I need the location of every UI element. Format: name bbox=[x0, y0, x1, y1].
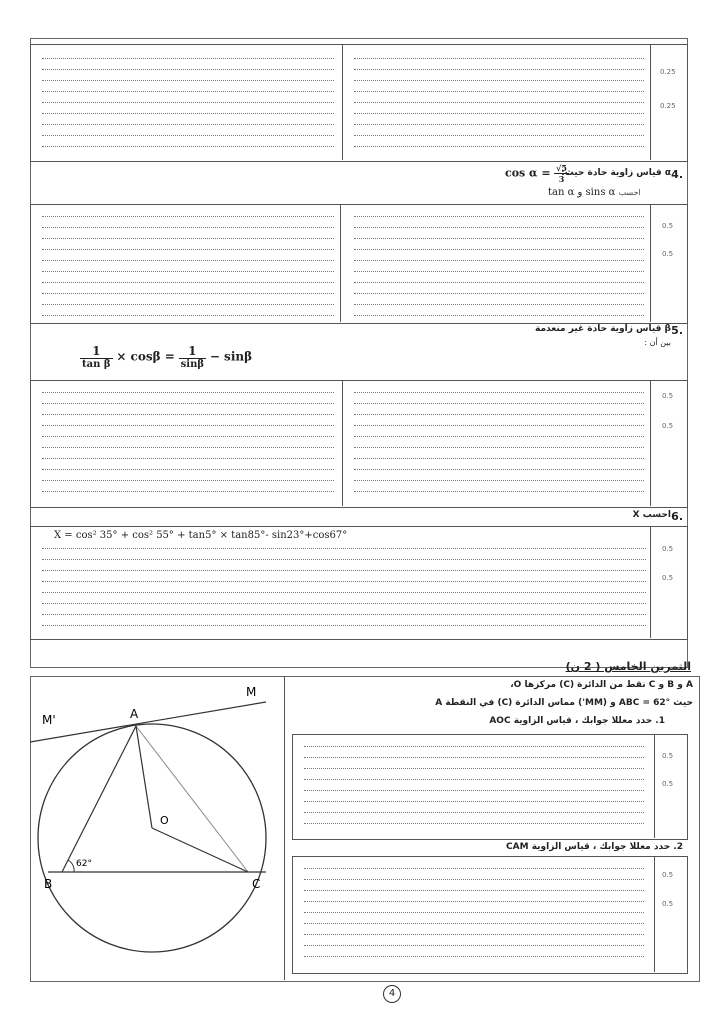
answer-line bbox=[304, 823, 644, 824]
answer-line bbox=[42, 425, 334, 426]
answer-line bbox=[42, 227, 334, 228]
q4-number: .4 bbox=[671, 168, 683, 181]
score: 0.5 bbox=[662, 422, 674, 430]
answer-line bbox=[42, 559, 646, 560]
answer-line bbox=[42, 414, 334, 415]
ex5-q2: 2. حدد معللا جوابك ، قياس الزاوية CAM bbox=[506, 842, 683, 852]
segment-ao bbox=[136, 726, 152, 828]
label-c: C bbox=[252, 877, 261, 891]
answer-line bbox=[42, 282, 334, 283]
answer-line bbox=[304, 934, 644, 935]
answer-line bbox=[42, 315, 334, 316]
answer-line bbox=[42, 91, 334, 92]
answer-line bbox=[354, 249, 644, 250]
answer-line bbox=[304, 890, 644, 891]
answer-line bbox=[42, 447, 334, 448]
answer-line bbox=[354, 91, 644, 92]
answer-box-q4 bbox=[30, 204, 688, 324]
q4-subline: tan α و sins α احسب bbox=[548, 187, 641, 198]
answer-line bbox=[354, 491, 644, 492]
answer-line bbox=[354, 458, 644, 459]
answer-line bbox=[42, 271, 334, 272]
answer-line bbox=[42, 458, 334, 459]
answer-line bbox=[42, 625, 646, 626]
answer-line bbox=[354, 69, 644, 70]
answer-line bbox=[354, 271, 644, 272]
answer-line bbox=[42, 570, 646, 571]
q5-sub: بين أن : bbox=[644, 338, 671, 347]
answer-line bbox=[304, 879, 644, 880]
segment-ac bbox=[136, 726, 248, 872]
answer-line bbox=[42, 469, 334, 470]
q6-statement: احسب X bbox=[632, 510, 671, 520]
answer-line bbox=[42, 58, 334, 59]
answer-line bbox=[42, 592, 646, 593]
answer-line bbox=[354, 80, 644, 81]
answer-line bbox=[354, 304, 644, 305]
segment-ab bbox=[62, 726, 136, 872]
page-number: 4 bbox=[383, 985, 401, 1003]
angle-arc bbox=[68, 860, 74, 872]
answer-line bbox=[42, 124, 334, 125]
answer-line bbox=[304, 945, 644, 946]
answer-line bbox=[42, 69, 334, 70]
answer-line bbox=[354, 260, 644, 261]
ex5-line1: A و B و C نقط من الدائرة (C) مركزها O، bbox=[510, 680, 693, 690]
answer-line bbox=[354, 227, 644, 228]
label-b: B bbox=[44, 877, 53, 891]
answer-line bbox=[354, 469, 644, 470]
ex5-title: التمرين الخامس ( 2 ن) bbox=[565, 660, 691, 673]
answer-line bbox=[354, 425, 644, 426]
answer-line bbox=[42, 436, 334, 437]
label-o: O bbox=[160, 814, 169, 827]
circle-c bbox=[38, 724, 266, 952]
answer-line bbox=[42, 249, 334, 250]
answer-line bbox=[354, 238, 644, 239]
answer-line bbox=[304, 923, 644, 924]
label-mp: M' bbox=[42, 713, 56, 727]
q4-equation: cos α = $\frac{√5}{3}$ bbox=[505, 163, 567, 184]
score: 0.5 bbox=[662, 752, 674, 760]
answer-line bbox=[42, 614, 646, 615]
q5-equation: $\frac{1}{\text{tan β}}$ × cosβ = $\frac{1}{\sin\beta}$ − sinβ bbox=[82, 344, 253, 370]
answer-box-ex5-q1 bbox=[292, 734, 688, 840]
answer-line bbox=[354, 124, 644, 125]
answer-line bbox=[42, 548, 646, 549]
answer-line bbox=[304, 801, 644, 802]
answer-line bbox=[304, 812, 644, 813]
score: 0.5 bbox=[662, 250, 674, 258]
score: 0.5 bbox=[662, 900, 674, 908]
answer-line bbox=[354, 480, 644, 481]
answer-line bbox=[42, 403, 334, 404]
answer-line bbox=[42, 392, 334, 393]
answer-line bbox=[42, 216, 334, 217]
answer-box-q6 bbox=[30, 526, 688, 640]
label-m: M bbox=[246, 685, 257, 699]
answer-line bbox=[354, 113, 644, 114]
score: 0.25 bbox=[660, 102, 676, 110]
segment-oc bbox=[152, 828, 248, 872]
answer-line bbox=[42, 603, 646, 604]
answer-line bbox=[42, 581, 646, 582]
answer-line bbox=[42, 293, 334, 294]
answer-line bbox=[304, 779, 644, 780]
answer-line bbox=[354, 135, 644, 136]
label-a: A bbox=[130, 707, 139, 721]
answer-line bbox=[354, 436, 644, 437]
answer-line bbox=[304, 901, 644, 902]
answer-line bbox=[304, 790, 644, 791]
answer-line bbox=[304, 746, 644, 747]
answer-line bbox=[304, 757, 644, 758]
score: 0.5 bbox=[662, 222, 674, 230]
answer-line bbox=[354, 403, 644, 404]
score: 0.5 bbox=[662, 392, 674, 400]
answer-box-prev bbox=[30, 44, 688, 162]
answer-line bbox=[354, 146, 644, 147]
answer-line bbox=[42, 260, 334, 261]
answer-line bbox=[42, 491, 334, 492]
answer-line bbox=[354, 315, 644, 316]
q5-number: .5 bbox=[671, 324, 683, 337]
score: 0.5 bbox=[662, 545, 674, 553]
answer-line bbox=[304, 868, 644, 869]
answer-line bbox=[354, 447, 644, 448]
answer-line bbox=[304, 956, 644, 957]
q6-expression: X = cos² 35° + cos² 55° + tan5° × tan85°- sin23°+cos67° bbox=[54, 530, 348, 541]
answer-line bbox=[42, 304, 334, 305]
answer-line bbox=[42, 238, 334, 239]
answer-line bbox=[42, 135, 334, 136]
score: 0.5 bbox=[662, 871, 674, 879]
q6-number: .6 bbox=[671, 510, 683, 523]
score: 0.5 bbox=[662, 780, 674, 788]
answer-line bbox=[354, 293, 644, 294]
q5-statement: β قياس زاوية حادة غير منعدمة bbox=[535, 324, 671, 334]
answer-line bbox=[354, 282, 644, 283]
answer-line bbox=[42, 102, 334, 103]
answer-line bbox=[42, 480, 334, 481]
ex5-line2: حيث ABC = 62° و (MM') مماس الدائرة (C) في النقطة A bbox=[435, 698, 693, 708]
ex5-q1: 1. حدد معللا جوابك ، قياس الزاوية AOC bbox=[489, 716, 665, 726]
answer-line bbox=[354, 58, 644, 59]
answer-line bbox=[354, 216, 644, 217]
score: 0.5 bbox=[662, 574, 674, 582]
answer-line bbox=[354, 102, 644, 103]
answer-line bbox=[354, 392, 644, 393]
answer-line bbox=[304, 768, 644, 769]
label-angle: 62° bbox=[76, 859, 92, 869]
answer-line bbox=[42, 146, 334, 147]
answer-line bbox=[42, 113, 334, 114]
geometry-figure bbox=[30, 676, 290, 976]
answer-line bbox=[304, 912, 644, 913]
tangent-line bbox=[30, 702, 266, 742]
answer-line bbox=[42, 80, 334, 81]
q4-statement: α قياس زاوية حادة حيث: bbox=[561, 168, 671, 178]
answer-line bbox=[354, 414, 644, 415]
answer-box-q5 bbox=[30, 380, 688, 508]
score: 0.25 bbox=[660, 68, 676, 76]
